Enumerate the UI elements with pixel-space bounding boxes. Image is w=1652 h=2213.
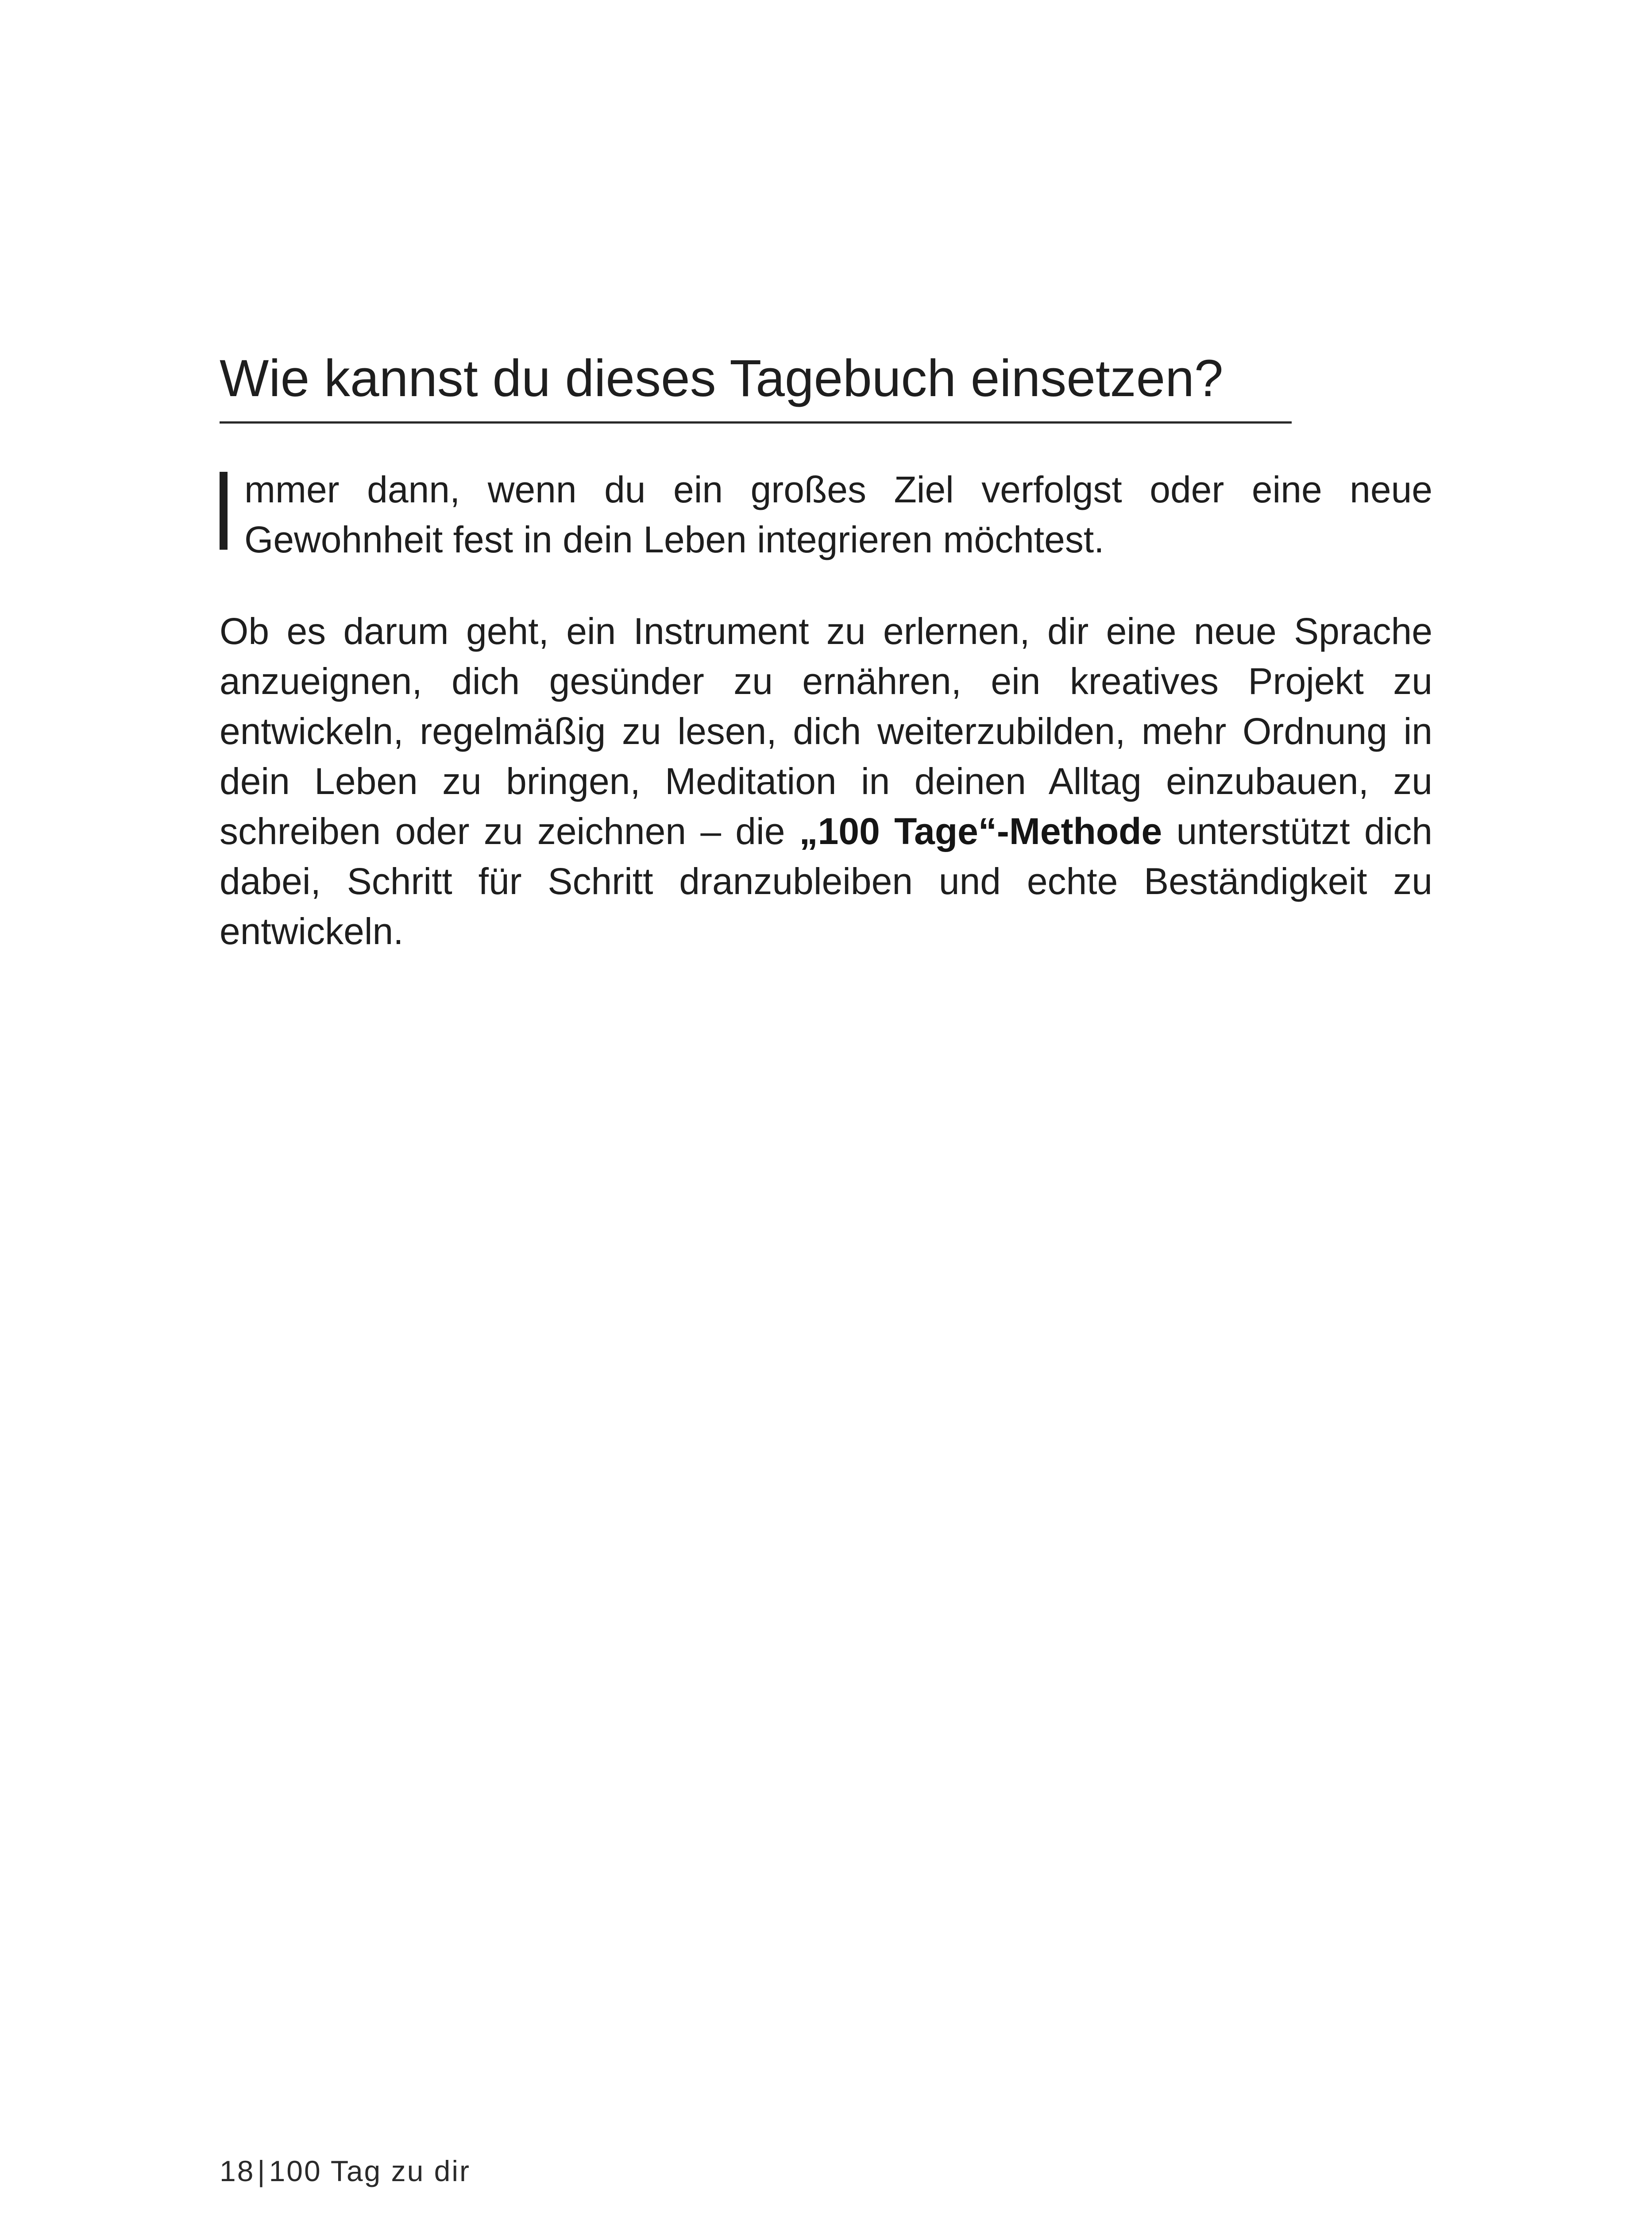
method-name-bold: „100 Tage“-Methode (799, 810, 1162, 852)
footer-separator: | (257, 2155, 266, 2187)
intro-text: mmer dann, wenn du ein großes Ziel verfolgst oder eine neue Gewohnheit fest in dein Leben integrieren möchtest. (244, 469, 1432, 560)
heading-underline (220, 421, 1292, 424)
page-number: 18 (220, 2155, 255, 2187)
body-text-start: Ob es darum geht, ein Instrument zu erlernen, dir eine neue Sprache anzueignen, dich gesünder zu ernähren, ein kreatives Projekt zu entwickeln, regelmäßig zu lesen, dich weiterzubilden, mehr Ordnung in dein Leben zu bringen, Meditation in deinen Alltag einzubauen, zu schreiben oder zu zeichnen – die (220, 610, 1432, 852)
section-heading: Wie kannst du dieses Tagebuch einsetzen? (220, 349, 1224, 408)
initial-letter-bar (220, 472, 228, 550)
body-paragraph (220, 606, 1432, 956)
body-text-end: unterstützt dich dabei, Schritt für Schritt dranzubleiben und echte Beständigkeit zu entwickeln. (220, 810, 1432, 952)
page-footer (220, 2153, 471, 2189)
book-title: 100 Tag zu dir (269, 2155, 471, 2187)
intro-paragraph (220, 465, 1432, 560)
